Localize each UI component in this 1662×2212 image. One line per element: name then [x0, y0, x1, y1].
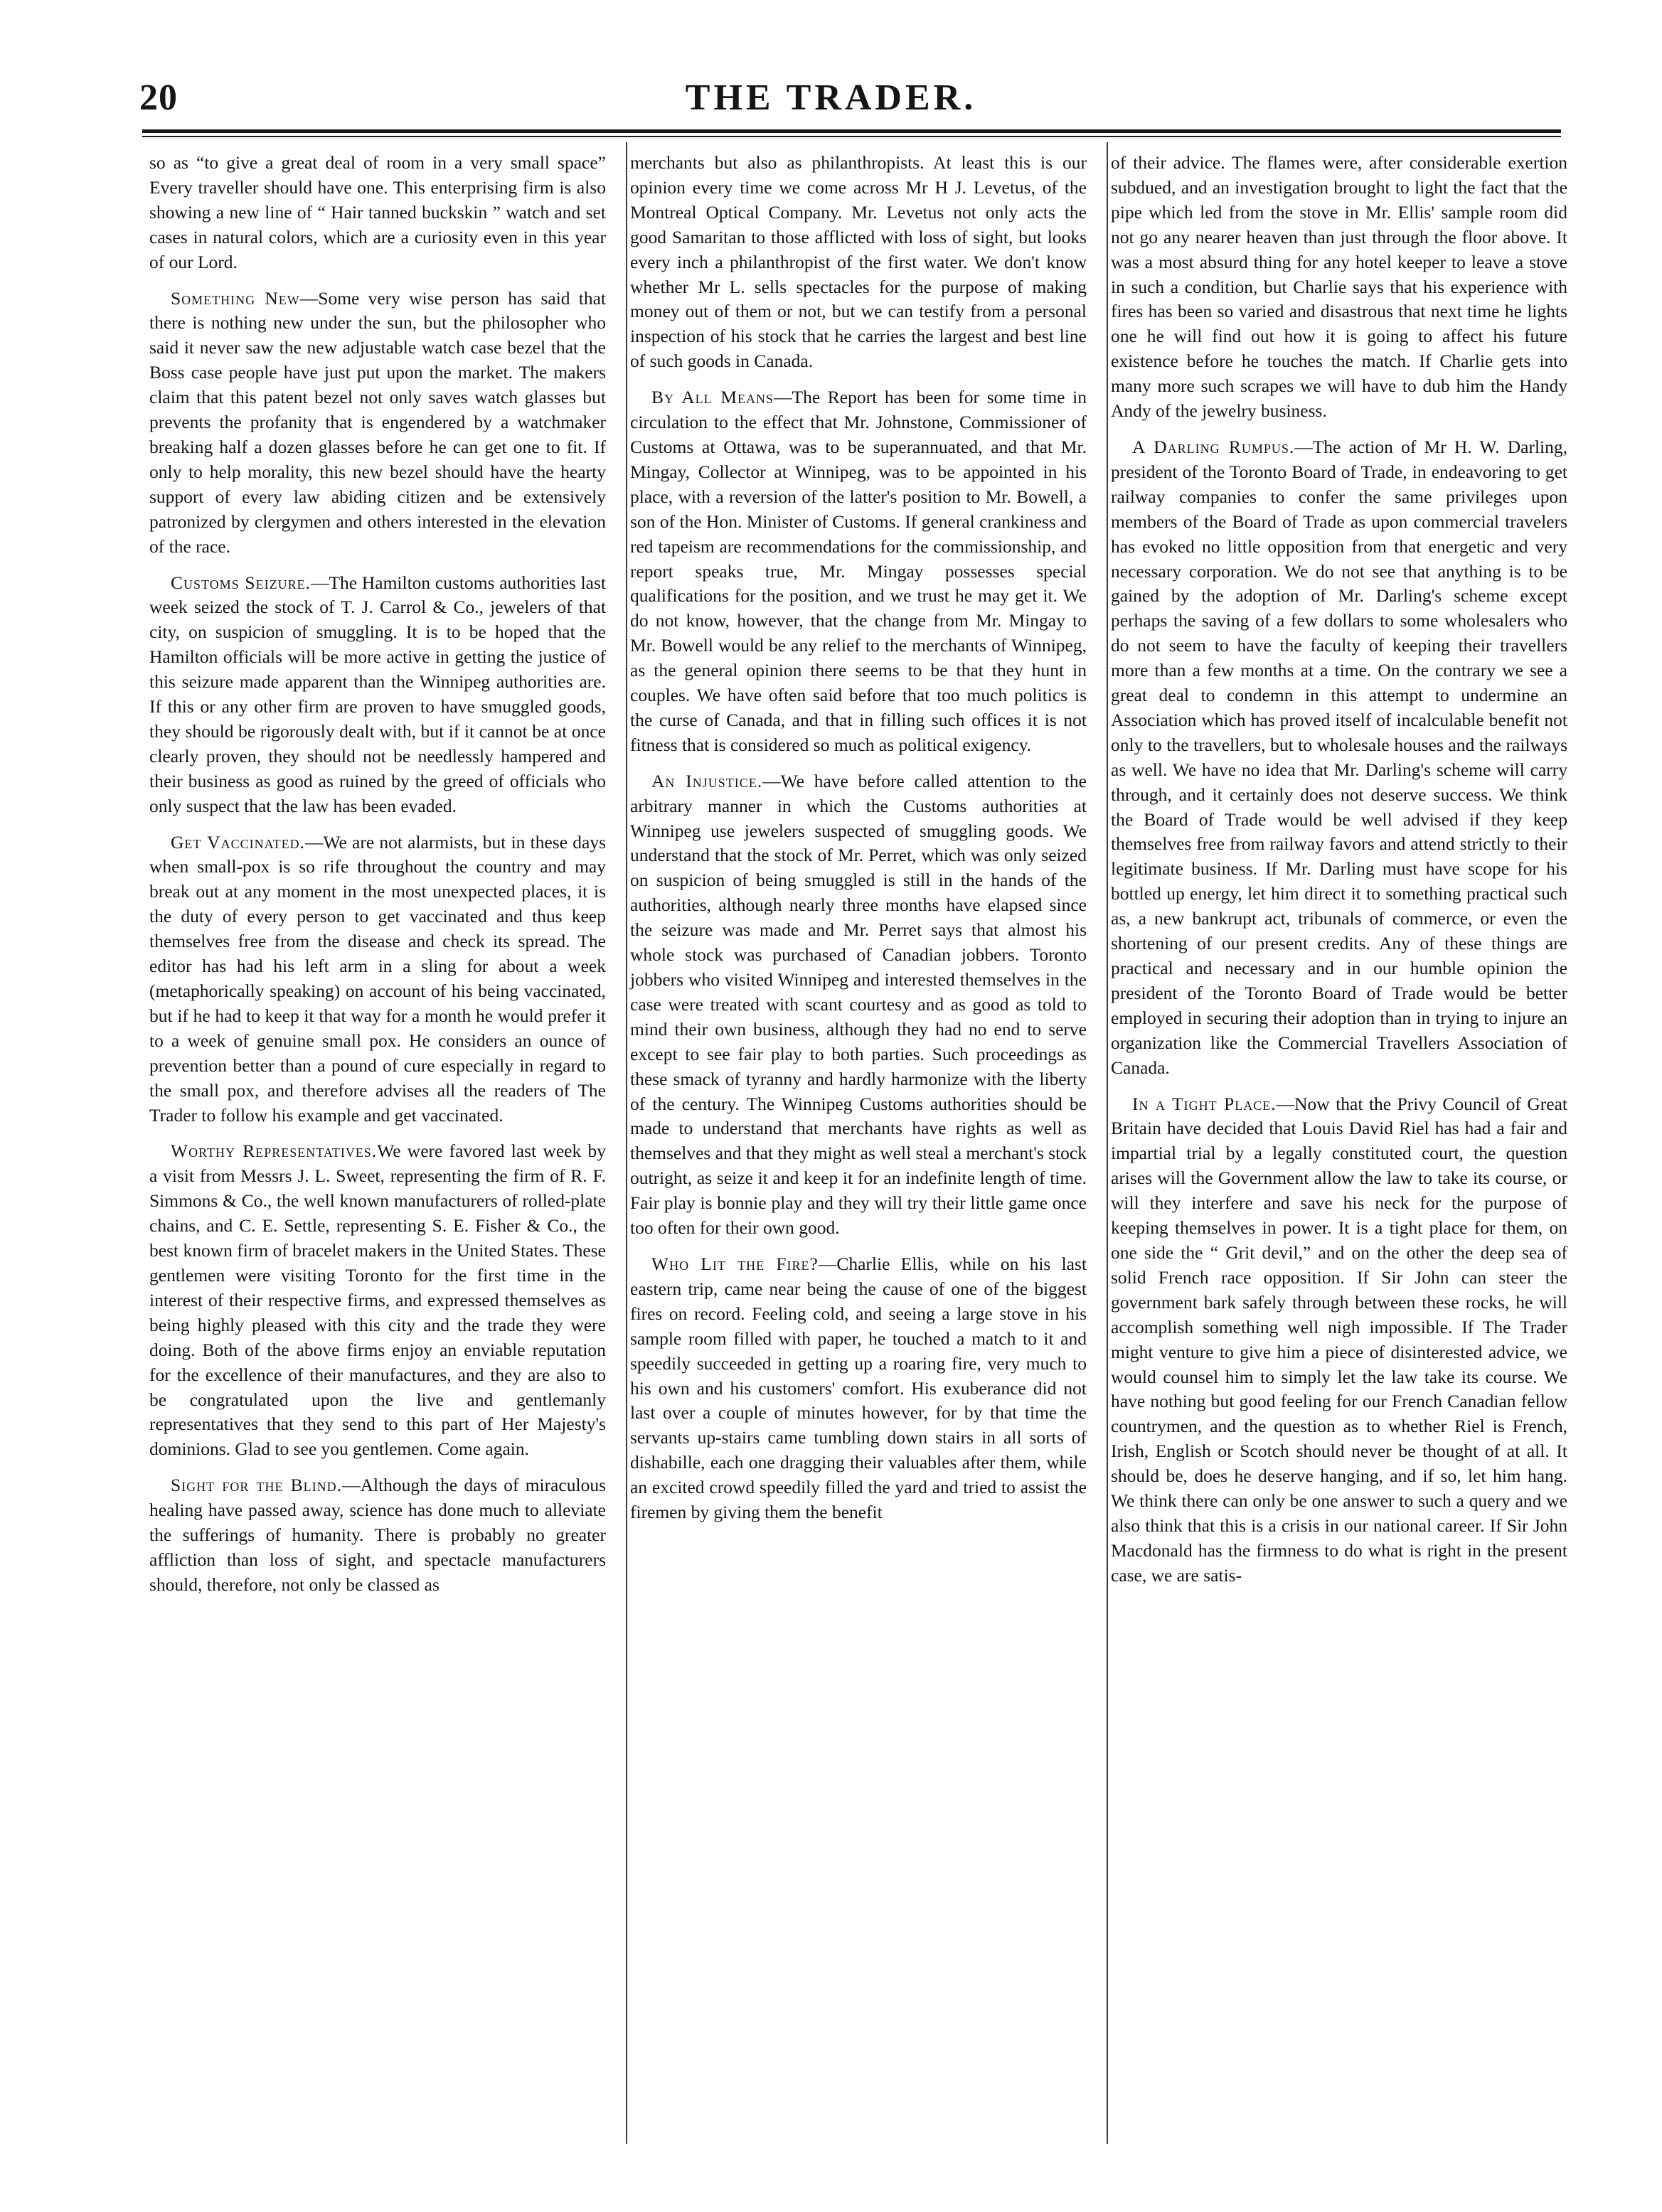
masthead-title: THE TRADER. — [685, 78, 977, 118]
article-text: —We are not alarmists, but in these days when small-pox is so rife throughout the country and may break out at any moment in the most unexpected places, it is the duty of every person to get vaccinated and thus keep themselves free from the disease and check its spread. The editor has had his left arm in a sling for about a week (metaphorically speaking) on account of his being vaccinated, but if he had to keep it that way for a month he would prefer it to a week of genuine small pox. He considers an ounce of prevention better than a pound of cure especially in regard to the small pox, and therefore advises all the readers of The Trader to follow his example and get vaccinated. — [149, 831, 606, 1126]
article-text: of their advice. The flames were, after considerable exertion subdued, and an investigation brought to light the fact that the pipe which led from the stove in Mr. Ellis' sample room did not go any nearer heaven than just through the floor above. It was a most absurd thing for any hotel keeper to leave a stove in such a condition, but Charlie says that his experience with fires has been so varied and disastrous that next time he lights one he will find out how it is going to affect his future existence before he touches the match. If Charlie gets into many more such scrapes we will have to dub him the Handy Andy of the jewelry business. — [1111, 152, 1567, 422]
article-heading: In a Tight Place. — [1132, 1093, 1277, 1114]
article-text: —We have before called attention to the arbitrary manner in which the Customs authorities at Winnipeg use jewelers suspected of smuggling goods. We understand that the stock of Mr. Perret, which was only seized on suspicion of being smuggled is still in the hands of the authorities, although nearly three months have elapsed since the seizure was made and Mr. Perret says that almost his whole stock was purchased of Canadian jobbers. Toronto jobbers who visited Winnipeg and interested themselves in the case were treated with scant courtesy and as good as told to mind their own business, although they had no end to serve except to see fair play to both parties. Such proceedings as these smack of tyranny and hardly harmonize with the liberty of the century. The Winnipeg Customs authorities should be made to understand that merchants have rights as well as themselves and that they might as well steal a merchant's stock outright, as seize it and keep it for an indefinite length of time. Fair play is bonnie play and they will try their little game once too often for their own good. — [630, 770, 1087, 1239]
article-paragraph — [149, 1473, 606, 1598]
article-heading: Get Vaccinated. — [171, 831, 305, 853]
article-heading: Customs Seizure. — [171, 572, 311, 593]
article-heading: Who Lit the Fire? — [651, 1253, 819, 1274]
article-heading: An Injustice. — [651, 770, 763, 791]
article-paragraph — [1111, 1092, 1567, 1588]
article-paragraph — [149, 571, 606, 819]
article-paragraph — [630, 769, 1087, 1241]
page-number: 20 — [139, 78, 178, 118]
article-heading: Something New — [171, 287, 300, 309]
article-text: merchants but also as philanthropists. At least this is our opinion every time we come across Mr H J. Levetus, of the Montreal Optical Company. Mr. Levetus not only acts the good Samaritan to those afflicted with loss of sight, but looks every inch a philanthropist of the first water. We don't know whether Mr L. sells spectacles for the purpose of making money out of them or not, but we can testify from a personal inspection of his stock that he carries the largest and best line of such goods in Canada. — [630, 152, 1087, 372]
column-2 — [630, 151, 1087, 1537]
article-paragraph — [1111, 151, 1567, 424]
masthead-rule-thin — [142, 136, 1561, 137]
article-heading: By All Means — [651, 387, 774, 408]
article-heading: Sight for the Blind. — [171, 1475, 343, 1496]
article-text: —The Hamilton customs authorities last week seized the stock of T. J. Carrol & Co., jewelers of that city, on suspicion of smuggling. It is to be hoped that the Hamilton officials will be more active in getting the justice of this seizure made apparent than the Winnipeg authorities are. If this or any other firm are proven to have smuggled goods, they should be rigorously dealt with, but if it cannot be at once clearly proven, they should not be needlessly hampered and their business as good as ruined by the greed of officials who only suspect that the law has been evaded. — [149, 572, 606, 816]
article-paragraph — [149, 830, 606, 1128]
article-text: —Although the days of miraculous healing have passed away, science has done much to alleviate the sufferings of humanity. There is probably no greater affliction than loss of sight, and spectacle manufacturers should, therefore, not only be classed as — [149, 1475, 607, 1595]
column-3 — [1111, 151, 1567, 1600]
article-paragraph — [630, 385, 1087, 758]
article-text: —The action of Mr H. W. Darling, president of the Toronto Board of Trade, in endeavoring to get railway companies to confer the same privileges upon members of the Board of Trade as upon commercial travelers has evoked no little opposition from that energetic and very necessary corporation. We do not see that anything is to be gained by the adoption of Mr. Darling's scheme except perhaps the saving of a few dollars to some wholesalers who do not seem to have the faculty of keeping their travellers more than a few months at a time. On the contrary we see a great deal to condemn in this attempt to undermine an Association which has proved itself of incalculable benefit not only to the travellers, but to wholesale houses and the railways as well. We have no idea that Mr. Darling's scheme will carry through, and it certainly does not deserve success. We think the Board of Trade would be well advised if they keep themselves free from railway favors and attend strictly to their legitimate business. If Mr. Darling must have scope for his bottled up energy, let him direct it to something practical such as, a new bankrupt act, tribunals of commerce, or even the shortening of our present credits. Any of these things are practical and necessary and in our humble opinion the president of the Toronto Board of Trade would be better employed in securing their adoption than in trying to injure an organization like the Commercial Travellers Association of Canada. — [1111, 436, 1567, 1078]
page-header — [0, 0, 1662, 156]
article-heading: Worthy Representatives. — [171, 1140, 378, 1162]
column-1 — [149, 151, 606, 1609]
article-paragraph — [149, 1139, 606, 1462]
article-paragraph — [1111, 435, 1567, 1081]
article-text: —Some very wise person has said that there is nothing new under the sun, but the philosopher who said it never saw the new adjustable watch case bezel that the Boss case people have just put upon the market. The makers claim that this patent bezel not only saves watch glasses but prevents the profanity that is engendered by a watchmaker breaking half a dozen glasses before he can get one to fit. If only to help morality, this new bezel should have the hearty support of every law abiding citizen and be extensively patronized by clergymen and others interested in the elevation of the race. — [149, 287, 606, 557]
article-text: —Charlie Ellis, while on his last eastern trip, came near being the cause of one of the biggest fires on record. Feeling cold, and seeing a large stove in his sample room filled with paper, he touched a match to it and speedily succeeded in getting up a roaring fire, very much to his own and his customers' comfort. His exuberance did not last over a couple of minutes however, for by that time the servants up-stairs came tumbling down stairs in all sorts of dishabille, each one dragging their valuables after them, while an excited crowd speedily filled the yard and tried to assist the firemen by giving them the benefit — [630, 1253, 1087, 1523]
article-heading: A Darling Rumpus. — [1132, 436, 1295, 457]
article-paragraph — [630, 151, 1087, 374]
article-text: —The Report has been for some time in circulation to the effect that Mr. Johnstone, Commissioner of Customs at Ottawa, was to be superannuated, and that Mr. Mingay, Collector at Winnipeg, was to be appointed in his place, with a reversion of the latter's position to Mr. Bowell, a son of the Hon. Minister of Customs. If general crankiness and red tapeism are recommendations for the commissionship, and report speaks true, Mr. Mingay possesses special qualifications for the position, and we trust he may get it. We do not know, however, that the change from Mr. Mingay to Mr. Bowell would be any relief to the merchants of Winnipeg, as the general opinion there seems to be that they hunt in couples. We have often said before that too much politics is the curse of Canada, and that in filling such offices it is not fitness that is considered so much as political exigency. — [630, 387, 1087, 755]
article-paragraph — [149, 287, 606, 560]
article-text: so as “to give a great deal of room in a very small space” Every traveller should have one. This enterprising firm is also showing a new line of “ Hair tanned buckskin ” watch and set cases in natural colors, which are a curiosity even in this year of our Lord. — [149, 152, 606, 272]
article-text: We were favored last week by a visit from Messrs J. L. Sweet, representing the firm of R. F. Simmons & Co., the well known manufacturers of rolled-plate chains, and C. E. Settle, representing S. E. Fisher & Co., the best known firm of bracelet makers in the United States. These gentlemen were visiting Toronto for the first time in the interest of their respective firms, and expressed themselves as being highly pleased with this city and the trade they were doing. Both of the above firms enjoy an enviable reputation for the excellence of their manufactures, and they are also to be congratulated upon the live and gentlemanly representatives that they send to this part of Her Majesty's dominions. Glad to see you gentlemen. Come again. — [149, 1140, 606, 1460]
column-divider — [626, 142, 627, 2144]
article-paragraph — [149, 151, 606, 275]
column-divider — [1107, 142, 1108, 2144]
article-text: —Now that the Privy Council of Great Britain have decided that Louis David Riel has had a fair and impartial trial by a legally constituted court, the question arises will the Government allow the law to take its course, or will they interfere and save his neck for the purpose of keeping themselves in power. It is a tight place for them, on one side the “ Grit devil,” and on the other the deep sea of solid French race opposition. If Sir John can steer the government bark safely through between these rocks, he will accomplish something well nigh impossible. If The Trader might venture to give him a piece of disinterested advice, we would counsel him to simply let the law take its course. We have nothing but good feeling for our French Canadian fellow countrymen, and the question as to whether Riel is French, Irish, English or Scotch should never be thought of at all. It should be, does he deserve hanging, and if so, let him hang. We think there can only be one answer to such a query and we also think that this is a crisis in our national career. If Sir John Macdonald has the firmness to do what is right in the present case, we are satis- — [1111, 1093, 1567, 1586]
article-paragraph — [630, 1252, 1087, 1525]
masthead-rule — [142, 129, 1561, 133]
